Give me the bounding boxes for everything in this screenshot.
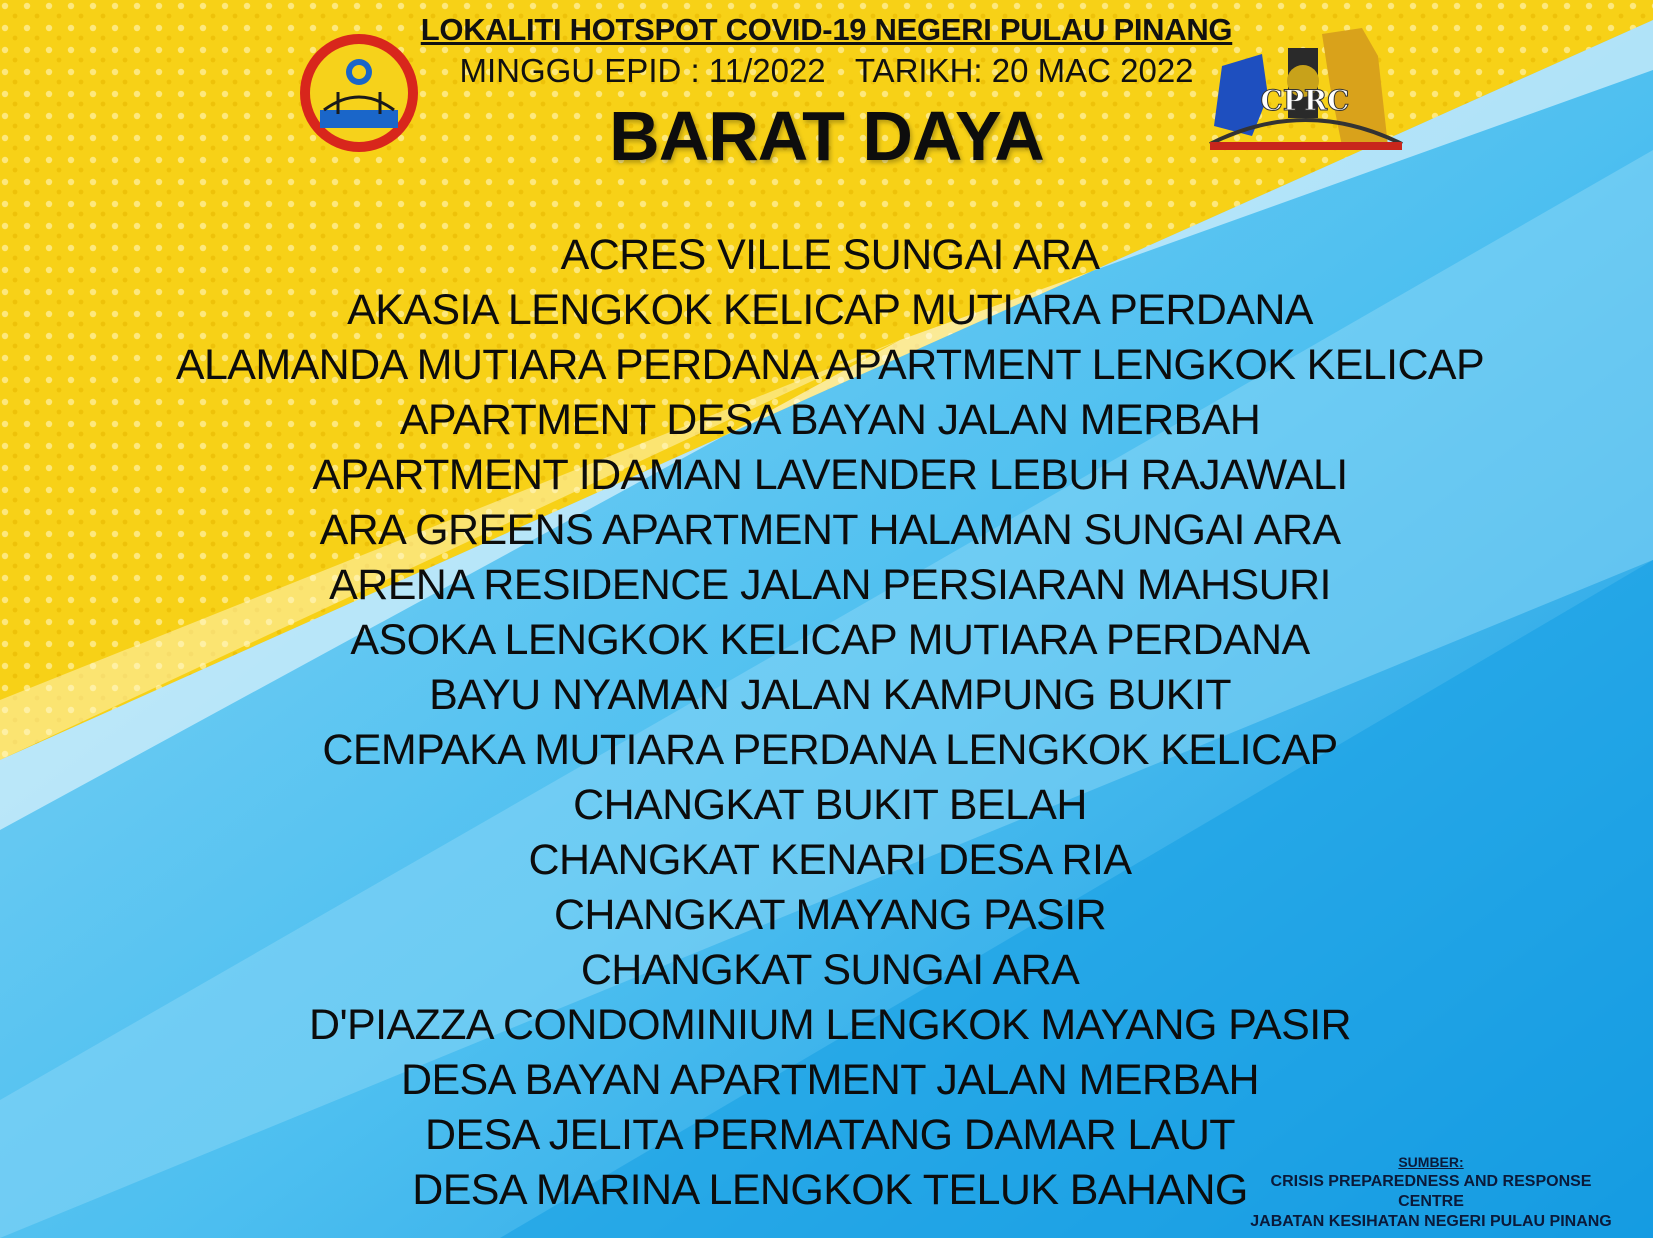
source-note — [1236, 1152, 1626, 1232]
locality-item: CHANGKAT SUNGAI ARA — [580, 946, 1080, 994]
locality-item: ARA GREENS APARTMENT HALAMAN SUNGAI ARA — [319, 506, 1341, 554]
week-date-line — [0, 52, 1653, 90]
svg-text:CPRC: CPRC — [1260, 84, 1350, 117]
locality-item: CHANGKAT BUKIT BELAH — [573, 781, 1087, 829]
poster-title: LOKALITI HOTSPOT COVID-19 NEGERI PULAU PINANG — [420, 12, 1233, 47]
locality-item: AKASIA LENGKOK KELICAP MUTIARA PERDANA — [347, 286, 1313, 334]
locality-item: DESA BAYAN APARTMENT JALAN MERBAH — [401, 1056, 1259, 1104]
locality-item: APARTMENT IDAMAN LAVENDER LEBUH RAJAWALI — [312, 451, 1348, 499]
locality-item: APARTMENT DESA BAYAN JALAN MERBAH — [399, 396, 1261, 444]
source-line-3: JABATAN KESIHATAN NEGERI PULAU PINANG — [1250, 1213, 1612, 1230]
locality-item: CEMPAKA MUTIARA PERDANA LENGKOK KELICAP — [322, 726, 1338, 774]
locality-item: ALAMANDA MUTIARA PERDANA APARTMENT LENGKOK KELICAP — [175, 341, 1485, 389]
locality-item: ASOKA LENGKOK KELICAP MUTIARA PERDANA — [350, 616, 1310, 664]
source-line-2: CENTRE — [1398, 1193, 1464, 1210]
epid-week: MINGGU EPID : 11/2022 — [459, 52, 826, 89]
locality-item: BAYU NYAMAN JALAN KAMPUNG BUKIT — [429, 671, 1231, 719]
locality-item: CHANGKAT KENARI DESA RIA — [528, 836, 1132, 884]
locality-item: DESA JELITA PERMATANG DAMAR LAUT — [425, 1111, 1235, 1159]
source-line-1: CRISIS PREPAREDNESS AND RESPONSE — [1270, 1173, 1592, 1190]
locality-item: ACRES VILLE SUNGAI ARA — [560, 231, 1100, 279]
locality-item: CHANGKAT MAYANG PASIR — [553, 891, 1107, 939]
source-label: SUMBER: — [1398, 1154, 1464, 1170]
locality-item: ARENA RESIDENCE JALAN PERSIARAN MAHSURI — [329, 561, 1331, 609]
report-date: TARIKH: 20 MAC 2022 — [854, 52, 1194, 89]
locality-item: DESA MARINA LENGKOK TELUK BAHANG — [412, 1166, 1248, 1214]
locality-item: D'PIAZZA CONDOMINIUM LENGKOK MAYANG PASIR — [308, 1001, 1352, 1049]
district-title: BARAT DAYA — [609, 97, 1044, 175]
